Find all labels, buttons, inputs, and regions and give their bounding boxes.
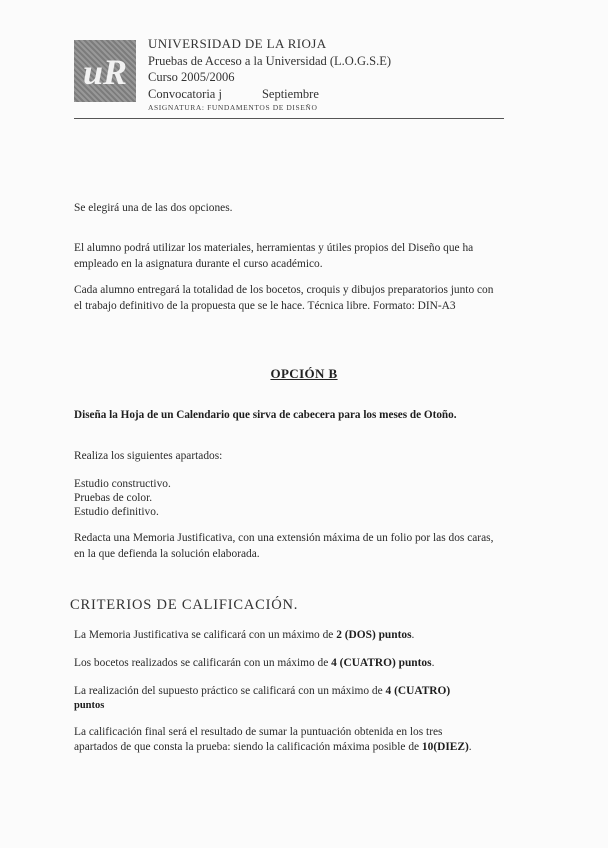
section-item: Estudio constructivo. [74,478,171,490]
call-label: Convocatoria [148,86,216,101]
section-item: Pruebas de color. [74,492,153,504]
header-divider [74,118,504,119]
sections-intro: Realiza los siguientes apartados: [74,450,223,462]
exam-name: Pruebas de Acceso a la Universidad (L.O.G.S.E) [148,53,391,68]
criterion-memo-points: 2 (DOS) puntos [336,629,412,641]
criterion-sketches: Los bocetos realizados se calificarán con un máximo de 4 (CUATRO) puntos. [74,657,435,669]
criterion-practical: La realización del supuesto práctico se calificará con un máximo de 4 (CUATRO) [74,685,451,697]
call-line [148,86,391,103]
criterion-final-max: 10(DIEZ) [421,741,469,753]
choose-option-text: Se elegirá una de las dos opciones. [74,202,233,214]
logo-mark [74,40,136,102]
criterion-final-line1: La calificación final será el resultado de sumar la puntuación obtenida en los tres [74,726,443,738]
option-title: OPCIÓN B [270,366,338,381]
section-item: Estudio definitivo. [74,506,159,518]
criteria-title: CRITERIOS DE CALIFICACIÓN. [70,597,299,613]
criterion-practical-points: 4 (CUATRO) [385,685,451,697]
call-mark: j [218,86,222,101]
task-statement: Diseña la Hoja de un Calendario que sirva de cabecera para los meses de Otoño. [74,409,457,421]
criterion-sketches-points: 4 (CUATRO) puntos [331,657,432,669]
memo-paragraph: Redacta una Memoria Justificativa, con una extensión máxima de un folio por las dos caras, en la que defienda la solución elaborada. [74,532,494,560]
university-name: UNIVERSIDAD DE LA RIOJA [148,36,327,51]
course-year: Curso 2005/2006 [148,70,235,84]
university-logo [74,40,136,102]
document-header [148,36,391,113]
subject-name: ASIGNATURA: FUNDAMENTOS DE DISEÑO [148,103,318,112]
delivery-paragraph: Cada alumno entregará la totalidad de los bocetos, croquis y dibujos preparatorios junto con el trabajo definitivo de la propuesta que se le hace. Técnica libre. Formato: DIN-A3 [74,284,494,312]
logo-text: uR [82,52,128,92]
materials-paragraph: El alumno podrá utilizar los materiales, herramientas y útiles propios del Diseño que ha empleado en la asignatura durante el curso académico. [74,242,474,270]
criterion-final-line2: apartados de que consta la prueba: siendo la calificación máxima posible de 10(DIEZ). [74,741,472,753]
criterion-practical-points-unit: puntos [74,700,105,711]
call-month: Septiembre [261,86,319,101]
criterion-memo: La Memoria Justificativa se calificará con un máximo de 2 (DOS) puntos. [74,629,415,641]
